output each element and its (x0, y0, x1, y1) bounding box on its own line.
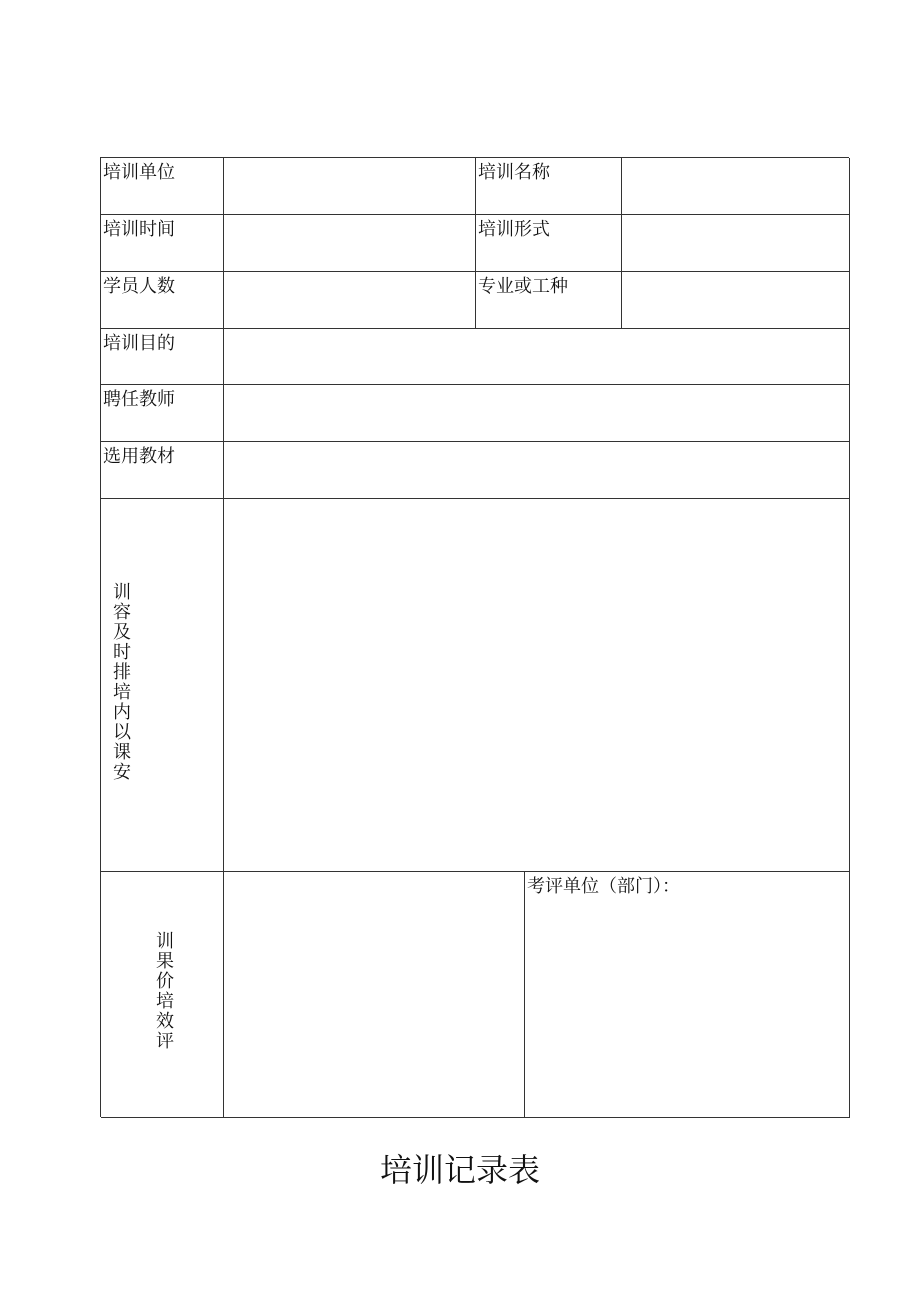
name-label: 培训名称 (478, 162, 550, 183)
evaluation-label: 训果价培效评 (156, 931, 174, 1052)
trainees-label: 学员人数 (103, 276, 175, 297)
document-title: 培训记录表 (379, 1151, 540, 1189)
specialty-label: 专业或工种 (478, 276, 568, 297)
content-label: 训容及时排培内以课安 (113, 582, 131, 783)
evaluation-label-cell (101, 872, 224, 1118)
trainees-label-cell (101, 272, 224, 329)
teacher-label-cell (101, 385, 224, 442)
form-value-cell[interactable] (622, 215, 850, 272)
time-label: 培训时间 (103, 219, 175, 240)
name-value-cell[interactable] (622, 158, 850, 215)
evaluator-cell[interactable] (525, 872, 850, 1118)
training-record-table (100, 157, 849, 1117)
purpose-label-cell (101, 329, 224, 385)
purpose-label: 培训目的 (103, 333, 175, 354)
evaluation-value-cell[interactable] (224, 872, 525, 1118)
evaluator-label: 考评单位（部门）： (527, 876, 680, 897)
unit-value-cell[interactable] (224, 158, 476, 215)
time-label-cell (101, 215, 224, 272)
specialty-label-cell (476, 272, 622, 329)
trainees-value-cell[interactable] (224, 272, 476, 329)
name-label-cell (476, 158, 622, 215)
unit-label: 培训单位 (103, 162, 175, 183)
content-label-cell (101, 499, 224, 872)
textbook-label: 选用教材 (103, 446, 175, 467)
content-value-cell[interactable] (224, 499, 850, 872)
purpose-value-cell[interactable] (224, 329, 850, 385)
form-label-cell (476, 215, 622, 272)
unit-label-cell (101, 158, 224, 215)
specialty-value-cell[interactable] (622, 272, 850, 329)
textbook-label-cell (101, 442, 224, 499)
form-label: 培训形式 (478, 219, 550, 240)
teacher-value-cell[interactable] (224, 385, 850, 442)
textbook-value-cell[interactable] (224, 442, 850, 499)
time-value-cell[interactable] (224, 215, 476, 272)
teacher-label: 聘任教师 (103, 389, 175, 410)
